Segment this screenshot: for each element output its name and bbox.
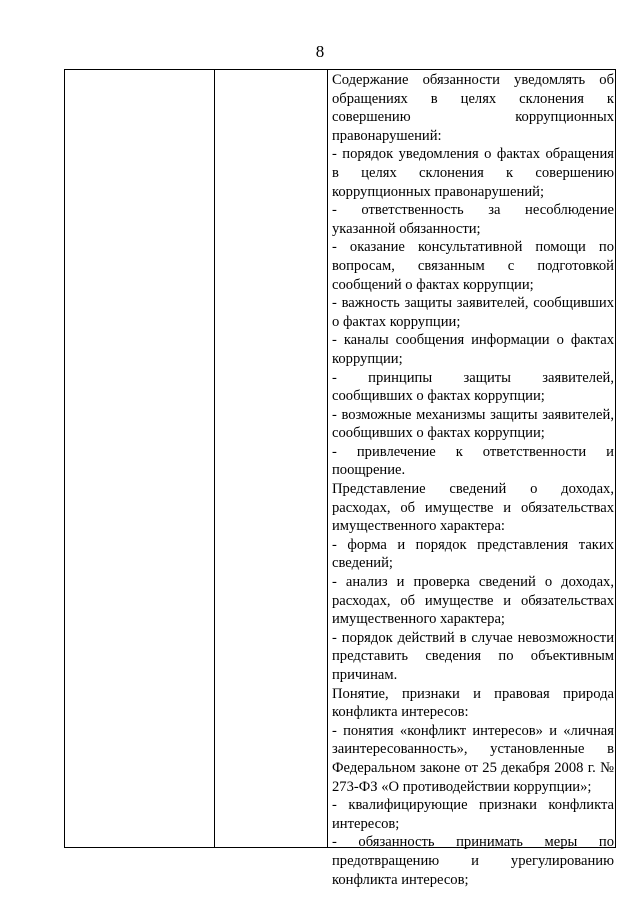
paragraph-17: - обязанность принимать меры по предотвращению и урегулированию конфликта интересов; bbox=[332, 834, 614, 888]
paragraph-10: Представление сведений о доходах, расходах, об имуществе и обязательствах имущественного характера: bbox=[332, 481, 614, 535]
column-divider-1 bbox=[214, 70, 215, 847]
paragraph-1: Содержание обязанности уведомлять об обращениях в целях склонения к совершению коррупционных правонарушений: bbox=[332, 72, 614, 144]
paragraph-5: - важность защиты заявителей, сообщивших о фактах коррупции; bbox=[332, 295, 614, 330]
paragraph-9: - привлечение к ответственности и поощрение. bbox=[332, 443, 614, 479]
column-divider-2 bbox=[327, 70, 328, 847]
paragraph-7: - принципы защиты заявителей, сообщивших о фактах коррупции; bbox=[332, 369, 614, 405]
document-table bbox=[64, 69, 616, 888]
page-number: 8 bbox=[315, 42, 325, 61]
table-cell-content bbox=[332, 71, 614, 889]
paragraph-8: - возможные механизмы защиты заявителей, сообщивших о фактах коррупции; bbox=[332, 406, 614, 442]
paragraph-14: Понятие, признаки и правовая природа конфликта интересов: bbox=[332, 685, 614, 721]
paragraph-2: - порядок уведомления о фактах обращения в целях склонения к совершению коррупционных правонарушений; bbox=[332, 146, 614, 200]
paragraph-12: - анализ и проверка сведений о доходах, расходах, об имуществе и обязательствах имущественного характера; bbox=[332, 574, 614, 628]
paragraph-3: - ответственность за несоблюдение указанной обязанности; bbox=[332, 202, 614, 237]
paragraph-6: - каналы сообщения информации о фактах коррупции; bbox=[332, 332, 614, 367]
paragraph-4: - оказание консультативной помощи по вопросам, связанным с подготовкой сообщений о фактах коррупции; bbox=[332, 239, 614, 293]
paragraph-15: - понятия «конфликт интересов» и «личная заинтересованность», установленные в Федеральном законе от 25 декабря 2008 г. № 273-ФЗ «О противодействии коррупции»; bbox=[332, 722, 614, 795]
paragraph-13: - порядок действий в случае невозможности представить сведения по объективным причинам. bbox=[332, 629, 614, 683]
paragraph-11: - форма и порядок представления таких сведений; bbox=[332, 536, 614, 572]
paragraph-16: - квалифицирующие признаки конфликта интересов; bbox=[332, 797, 614, 832]
